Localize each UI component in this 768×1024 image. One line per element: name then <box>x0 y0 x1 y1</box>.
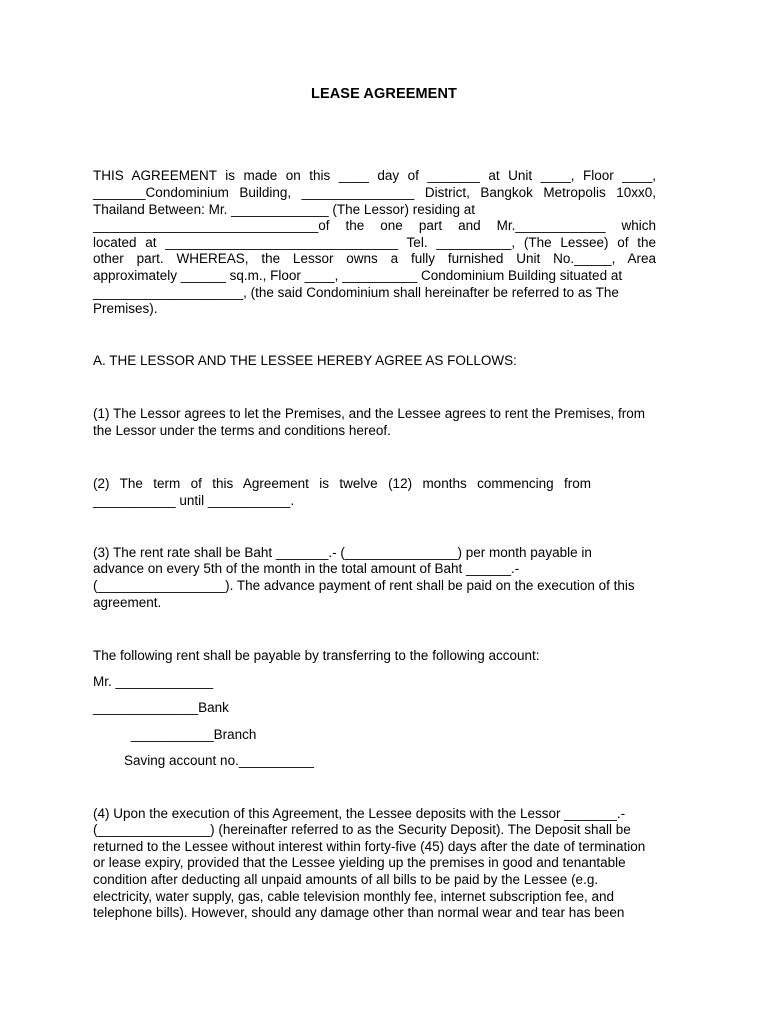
intro-line: THIS AGREEMENT is made on this ____ day of _______ at Unit ____, Floor ____, <box>93 168 656 183</box>
clause-3-line: agreement. <box>93 595 162 610</box>
payment-account-name: Mr. _____________ <box>93 674 214 689</box>
clause-4-line: returned to the Lessee without interest within forty-five (45) days after the date of termination <box>93 839 646 854</box>
clause-2-line: (2) The term of this Agreement is twelve (12) months commencing from <box>93 476 591 491</box>
document-title: LEASE AGREEMENT <box>311 86 457 102</box>
clause-4-line: electricity, water supply, gas, cable television monthly fee, internet subscription fee, and <box>93 889 615 904</box>
intro-line: Thailand Between: Mr. _____________ (The Lessor) residing at <box>93 202 475 217</box>
payment-bank: ______________Bank <box>93 700 229 715</box>
intro-line: Premises). <box>93 301 158 316</box>
clause-4-line: condition after deducting all unpaid amounts of all bills to be paid by the Lessee (e.g. <box>93 872 599 887</box>
clause-4-line: or lease expiry, provided that the Lessee yielding up the premises in good and tenantable <box>93 855 626 870</box>
clause-4-line: (_______________) (hereinafter referred to as the Security Deposit). The Deposit shall be <box>93 822 631 837</box>
clause-1-line: (1) The Lessor agrees to let the Premises, and the Lessee agrees to rent the Premises, from <box>93 406 646 421</box>
clause-4-line: (4) Upon the execution of this Agreement, the Lessee deposits with the Lessor _______.- <box>93 806 626 821</box>
clause-3-line: (3) The rent rate shall be Baht _______.- (_______________) per month payable in <box>93 545 592 560</box>
intro-line: ______________________________of the one part and Mr.____________ which <box>93 218 656 233</box>
intro-line: located at _______________________________ Tel. __________, (The Lessee) of the <box>93 235 656 250</box>
clause-3-line: (_________________). The advance payment of rent shall be paid on the execution of this <box>93 578 635 593</box>
intro-line: approximately ______ sq.m., Floor ____, __________ Condominium Building situated at <box>93 268 623 283</box>
payment-intro: The following rent shall be payable by transferring to the following account: <box>93 648 540 663</box>
intro-line: other part. WHEREAS, the Lessor owns a fully furnished Unit No._____, Area <box>93 251 656 266</box>
payment-branch: ___________Branch <box>131 727 257 742</box>
intro-line: _______Condominium Building, _______________ District, Bangkok Metropolis 10xx0, <box>93 185 656 200</box>
payment-saving-account: Saving account no.__________ <box>124 753 314 768</box>
intro-line: ____________________, (the said Condominium shall hereinafter be referred to as The <box>93 285 619 300</box>
clause-1-line: the Lessor under the terms and conditions hereof. <box>93 423 391 438</box>
clause-2-line: ___________ until ___________. <box>93 493 295 508</box>
clause-3-line: advance on every 5th of the month in the total amount of Baht ______.- <box>93 561 520 576</box>
section-heading: A. THE LESSOR AND THE LESSEE HEREBY AGREE AS FOLLOWS: <box>93 353 517 368</box>
clause-4-line: telephone bills). However, should any damage other than normal wear and tear has been <box>93 905 625 920</box>
